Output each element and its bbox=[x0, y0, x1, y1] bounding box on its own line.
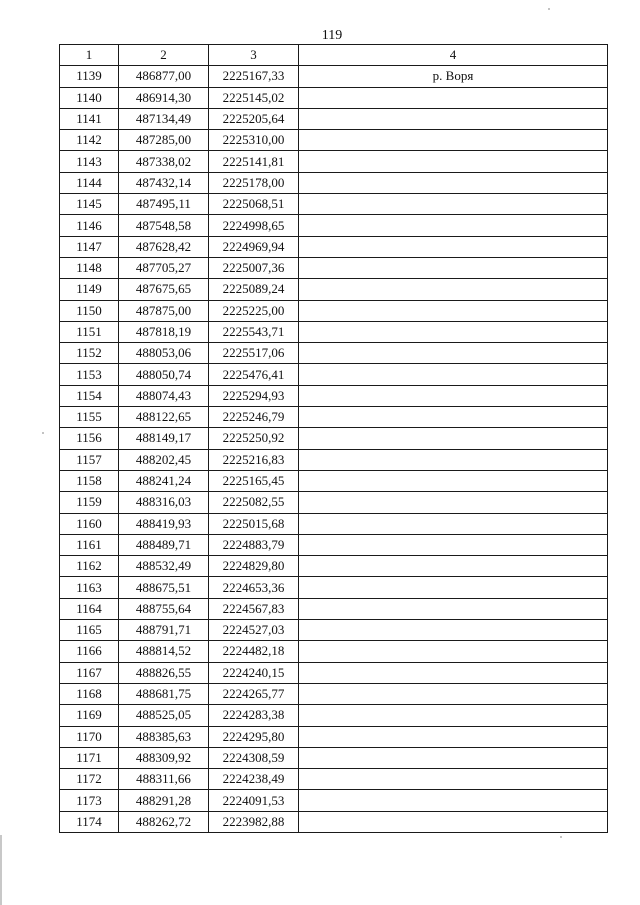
point-number-cell: 1164 bbox=[60, 598, 119, 619]
point-number-cell: 1160 bbox=[60, 513, 119, 534]
x-coordinate-cell: 488316,03 bbox=[119, 492, 209, 513]
x-coordinate-cell: 487875,00 bbox=[119, 300, 209, 321]
x-coordinate-cell: 487285,00 bbox=[119, 130, 209, 151]
y-coordinate-cell: 2225517,06 bbox=[209, 343, 299, 364]
table-row bbox=[60, 385, 608, 406]
note-cell bbox=[299, 683, 608, 704]
y-coordinate-cell: 2224567,83 bbox=[209, 598, 299, 619]
y-coordinate-cell: 2225015,68 bbox=[209, 513, 299, 534]
table-row bbox=[60, 257, 608, 278]
table-row bbox=[60, 726, 608, 747]
x-coordinate-cell: 486914,30 bbox=[119, 87, 209, 108]
table-row bbox=[60, 321, 608, 342]
x-coordinate-cell: 486877,00 bbox=[119, 66, 209, 87]
table-body bbox=[60, 66, 608, 833]
note-cell bbox=[299, 577, 608, 598]
table-row bbox=[60, 428, 608, 449]
point-number-cell: 1163 bbox=[60, 577, 119, 598]
table-row bbox=[60, 300, 608, 321]
note-cell: р. Воря bbox=[299, 66, 608, 87]
note-cell bbox=[299, 257, 608, 278]
x-coordinate-cell: 488050,74 bbox=[119, 364, 209, 385]
point-number-cell: 1149 bbox=[60, 279, 119, 300]
point-number-cell: 1174 bbox=[60, 811, 119, 832]
note-cell bbox=[299, 790, 608, 811]
table-row bbox=[60, 705, 608, 726]
y-coordinate-cell: 2225476,41 bbox=[209, 364, 299, 385]
note-cell bbox=[299, 449, 608, 470]
note-cell bbox=[299, 641, 608, 662]
note-cell bbox=[299, 534, 608, 555]
note-cell bbox=[299, 769, 608, 790]
x-coordinate-cell: 488525,05 bbox=[119, 705, 209, 726]
point-number-cell: 1141 bbox=[60, 108, 119, 129]
point-number-cell: 1173 bbox=[60, 790, 119, 811]
scan-speck bbox=[42, 432, 44, 434]
x-coordinate-cell: 488755,64 bbox=[119, 598, 209, 619]
y-coordinate-cell: 2225007,36 bbox=[209, 257, 299, 278]
note-cell bbox=[299, 87, 608, 108]
table-row bbox=[60, 534, 608, 555]
x-coordinate-cell: 487134,49 bbox=[119, 108, 209, 129]
y-coordinate-cell: 2225167,33 bbox=[209, 66, 299, 87]
y-coordinate-cell: 2224482,18 bbox=[209, 641, 299, 662]
note-cell bbox=[299, 492, 608, 513]
x-coordinate-cell: 487495,11 bbox=[119, 194, 209, 215]
point-number-cell: 1153 bbox=[60, 364, 119, 385]
point-number-cell: 1171 bbox=[60, 747, 119, 768]
point-number-cell: 1158 bbox=[60, 470, 119, 491]
x-coordinate-cell: 488202,45 bbox=[119, 449, 209, 470]
x-coordinate-cell: 487548,58 bbox=[119, 215, 209, 236]
y-coordinate-cell: 2224091,53 bbox=[209, 790, 299, 811]
note-cell bbox=[299, 364, 608, 385]
x-coordinate-cell: 488149,17 bbox=[119, 428, 209, 449]
table-row bbox=[60, 492, 608, 513]
point-number-cell: 1157 bbox=[60, 449, 119, 470]
table-row bbox=[60, 66, 608, 87]
x-coordinate-cell: 487338,02 bbox=[119, 151, 209, 172]
note-cell bbox=[299, 513, 608, 534]
table-row bbox=[60, 194, 608, 215]
y-coordinate-cell: 2224283,38 bbox=[209, 705, 299, 726]
point-number-cell: 1165 bbox=[60, 620, 119, 641]
y-coordinate-cell: 2225145,02 bbox=[209, 87, 299, 108]
point-number-cell: 1140 bbox=[60, 87, 119, 108]
note-cell bbox=[299, 385, 608, 406]
header-cell-3: 3 bbox=[209, 45, 299, 66]
x-coordinate-cell: 487628,42 bbox=[119, 236, 209, 257]
x-coordinate-cell: 488241,24 bbox=[119, 470, 209, 491]
table-row bbox=[60, 279, 608, 300]
note-cell bbox=[299, 620, 608, 641]
x-coordinate-cell: 488074,43 bbox=[119, 385, 209, 406]
x-coordinate-cell: 488385,63 bbox=[119, 726, 209, 747]
table-row bbox=[60, 790, 608, 811]
point-number-cell: 1168 bbox=[60, 683, 119, 704]
x-coordinate-cell: 488419,93 bbox=[119, 513, 209, 534]
x-coordinate-cell: 488826,55 bbox=[119, 662, 209, 683]
note-cell bbox=[299, 343, 608, 364]
table-header-row bbox=[60, 45, 608, 66]
x-coordinate-cell: 487818,19 bbox=[119, 321, 209, 342]
y-coordinate-cell: 2225543,71 bbox=[209, 321, 299, 342]
table-row bbox=[60, 556, 608, 577]
y-coordinate-cell: 2225310,00 bbox=[209, 130, 299, 151]
point-number-cell: 1151 bbox=[60, 321, 119, 342]
table-row bbox=[60, 407, 608, 428]
point-number-cell: 1156 bbox=[60, 428, 119, 449]
note-cell bbox=[299, 279, 608, 300]
note-cell bbox=[299, 811, 608, 832]
y-coordinate-cell: 2224969,94 bbox=[209, 236, 299, 257]
point-number-cell: 1169 bbox=[60, 705, 119, 726]
note-cell bbox=[299, 407, 608, 428]
y-coordinate-cell: 2225250,92 bbox=[209, 428, 299, 449]
note-cell bbox=[299, 470, 608, 491]
table-row bbox=[60, 513, 608, 534]
table-row bbox=[60, 343, 608, 364]
y-coordinate-cell: 2224295,80 bbox=[209, 726, 299, 747]
point-number-cell: 1143 bbox=[60, 151, 119, 172]
table-row bbox=[60, 87, 608, 108]
point-number-cell: 1147 bbox=[60, 236, 119, 257]
x-coordinate-cell: 488814,52 bbox=[119, 641, 209, 662]
table-row bbox=[60, 620, 608, 641]
note-cell bbox=[299, 215, 608, 236]
point-number-cell: 1139 bbox=[60, 66, 119, 87]
note-cell bbox=[299, 151, 608, 172]
table-row bbox=[60, 598, 608, 619]
x-coordinate-cell: 488122,65 bbox=[119, 407, 209, 428]
y-coordinate-cell: 2225294,93 bbox=[209, 385, 299, 406]
table-row bbox=[60, 151, 608, 172]
table-row bbox=[60, 811, 608, 832]
table-row bbox=[60, 641, 608, 662]
x-coordinate-cell: 488311,66 bbox=[119, 769, 209, 790]
scan-speck bbox=[548, 8, 550, 10]
table-row bbox=[60, 449, 608, 470]
table-row bbox=[60, 108, 608, 129]
x-coordinate-cell: 488675,51 bbox=[119, 577, 209, 598]
note-cell bbox=[299, 428, 608, 449]
point-number-cell: 1166 bbox=[60, 641, 119, 662]
table-row bbox=[60, 470, 608, 491]
note-cell bbox=[299, 172, 608, 193]
table-row bbox=[60, 364, 608, 385]
header-cell-2: 2 bbox=[119, 45, 209, 66]
y-coordinate-cell: 2223982,88 bbox=[209, 811, 299, 832]
point-number-cell: 1144 bbox=[60, 172, 119, 193]
x-coordinate-cell: 488681,75 bbox=[119, 683, 209, 704]
point-number-cell: 1162 bbox=[60, 556, 119, 577]
y-coordinate-cell: 2225165,45 bbox=[209, 470, 299, 491]
note-cell bbox=[299, 108, 608, 129]
note-cell bbox=[299, 194, 608, 215]
table-row bbox=[60, 172, 608, 193]
table-row bbox=[60, 747, 608, 768]
x-coordinate-cell: 488532,49 bbox=[119, 556, 209, 577]
x-coordinate-cell: 487705,27 bbox=[119, 257, 209, 278]
x-coordinate-cell: 488262,72 bbox=[119, 811, 209, 832]
header-cell-1: 1 bbox=[60, 45, 119, 66]
note-cell bbox=[299, 236, 608, 257]
y-coordinate-cell: 2225216,83 bbox=[209, 449, 299, 470]
scan-speck bbox=[560, 836, 562, 838]
point-number-cell: 1159 bbox=[60, 492, 119, 513]
y-coordinate-cell: 2224240,15 bbox=[209, 662, 299, 683]
note-cell bbox=[299, 726, 608, 747]
y-coordinate-cell: 2225205,64 bbox=[209, 108, 299, 129]
point-number-cell: 1145 bbox=[60, 194, 119, 215]
table-row bbox=[60, 236, 608, 257]
point-number-cell: 1142 bbox=[60, 130, 119, 151]
x-coordinate-cell: 488291,28 bbox=[119, 790, 209, 811]
point-number-cell: 1148 bbox=[60, 257, 119, 278]
point-number-cell: 1152 bbox=[60, 343, 119, 364]
point-number-cell: 1161 bbox=[60, 534, 119, 555]
y-coordinate-cell: 2225089,24 bbox=[209, 279, 299, 300]
y-coordinate-cell: 2225246,79 bbox=[209, 407, 299, 428]
note-cell bbox=[299, 598, 608, 619]
y-coordinate-cell: 2225141,81 bbox=[209, 151, 299, 172]
table-row bbox=[60, 769, 608, 790]
x-coordinate-cell: 488791,71 bbox=[119, 620, 209, 641]
note-cell bbox=[299, 662, 608, 683]
table-row bbox=[60, 683, 608, 704]
x-coordinate-cell: 487675,65 bbox=[119, 279, 209, 300]
coordinates-table bbox=[59, 44, 608, 833]
table-row bbox=[60, 662, 608, 683]
note-cell bbox=[299, 747, 608, 768]
table-row bbox=[60, 577, 608, 598]
note-cell bbox=[299, 705, 608, 726]
x-coordinate-cell: 488489,71 bbox=[119, 534, 209, 555]
point-number-cell: 1150 bbox=[60, 300, 119, 321]
y-coordinate-cell: 2225082,55 bbox=[209, 492, 299, 513]
x-coordinate-cell: 487432,14 bbox=[119, 172, 209, 193]
x-coordinate-cell: 488309,92 bbox=[119, 747, 209, 768]
note-cell bbox=[299, 300, 608, 321]
point-number-cell: 1167 bbox=[60, 662, 119, 683]
y-coordinate-cell: 2225068,51 bbox=[209, 194, 299, 215]
header-cell-4: 4 bbox=[299, 45, 608, 66]
note-cell bbox=[299, 321, 608, 342]
scan-edge-mark bbox=[0, 835, 2, 905]
y-coordinate-cell: 2225225,00 bbox=[209, 300, 299, 321]
y-coordinate-cell: 2224527,03 bbox=[209, 620, 299, 641]
point-number-cell: 1154 bbox=[60, 385, 119, 406]
y-coordinate-cell: 2224308,59 bbox=[209, 747, 299, 768]
y-coordinate-cell: 2224265,77 bbox=[209, 683, 299, 704]
point-number-cell: 1170 bbox=[60, 726, 119, 747]
point-number-cell: 1146 bbox=[60, 215, 119, 236]
y-coordinate-cell: 2225178,00 bbox=[209, 172, 299, 193]
note-cell bbox=[299, 556, 608, 577]
y-coordinate-cell: 2224998,65 bbox=[209, 215, 299, 236]
y-coordinate-cell: 2224653,36 bbox=[209, 577, 299, 598]
page-number: 119 bbox=[321, 28, 343, 43]
y-coordinate-cell: 2224829,80 bbox=[209, 556, 299, 577]
table-row bbox=[60, 130, 608, 151]
table-row bbox=[60, 215, 608, 236]
note-cell bbox=[299, 130, 608, 151]
x-coordinate-cell: 488053,06 bbox=[119, 343, 209, 364]
point-number-cell: 1155 bbox=[60, 407, 119, 428]
y-coordinate-cell: 2224883,79 bbox=[209, 534, 299, 555]
y-coordinate-cell: 2224238,49 bbox=[209, 769, 299, 790]
point-number-cell: 1172 bbox=[60, 769, 119, 790]
